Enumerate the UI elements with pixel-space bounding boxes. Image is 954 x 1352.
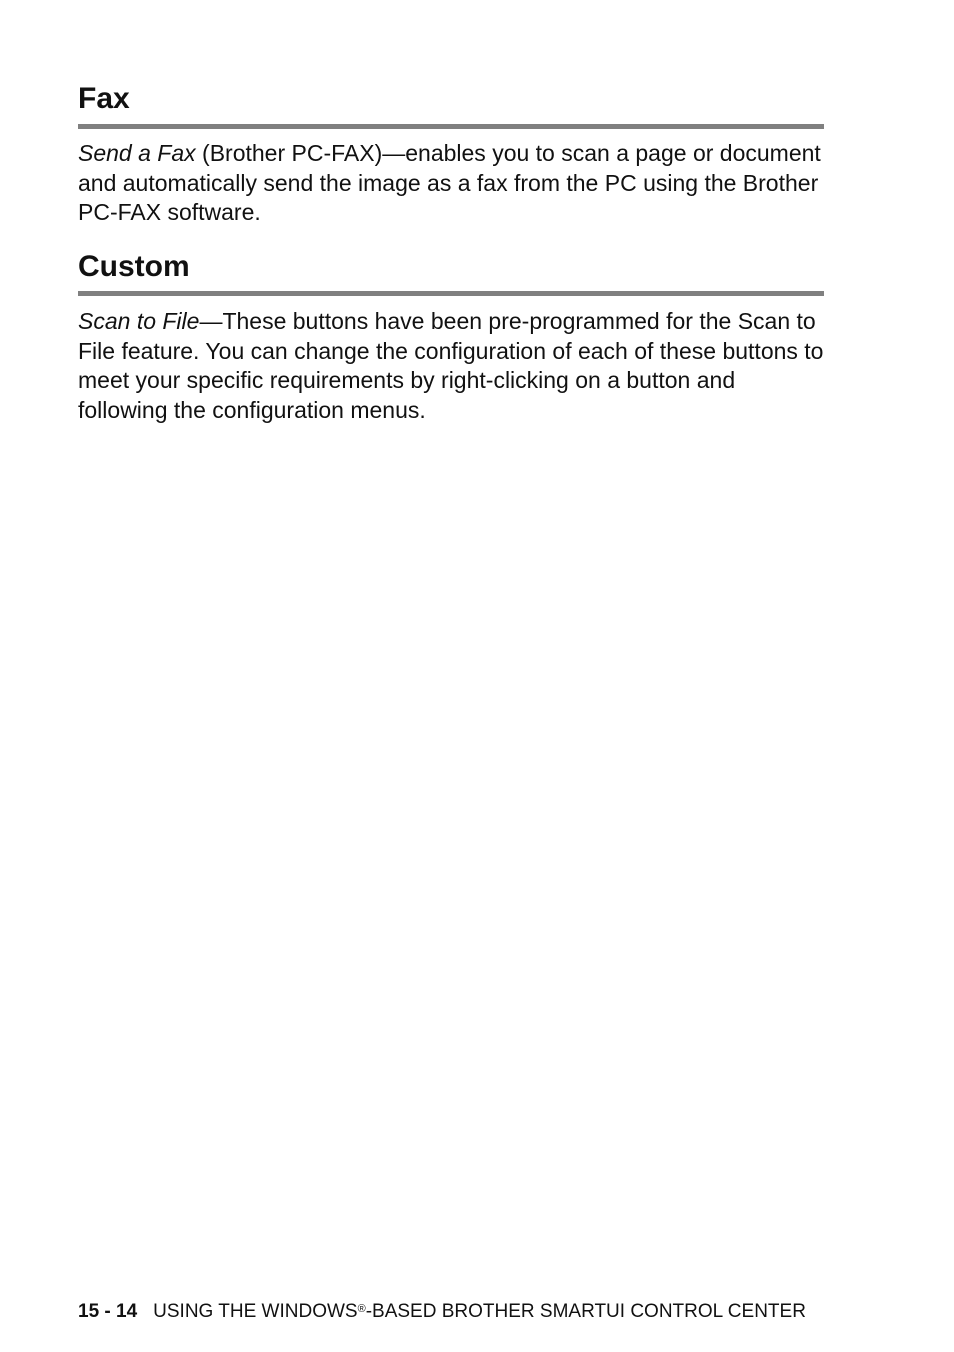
section-heading-custom: Custom — [78, 250, 190, 283]
term-send-a-fax: Send a Fax — [78, 140, 196, 166]
paragraph-fax-text: (Brother PC-FAX)—enables you to scan a page or document and automatically send the image as a fax from the PC using the Brother PC-FAX software. — [78, 140, 821, 225]
paragraph-custom — [78, 307, 824, 425]
paragraph-custom-text: —These buttons have been pre-programmed for the Scan to File feature. You can change the configuration of each of these buttons to meet your specific requirements by right-clicking on a button and following the configuration menus. — [78, 308, 824, 423]
page-number: 15 - 14 — [78, 1301, 138, 1322]
term-scan-to-file: Scan to File — [78, 308, 200, 334]
page-footer — [78, 1300, 806, 1324]
footer-title-part2: -BASED BROTHER SMARTUI CONTROL CENTER — [365, 1301, 806, 1322]
section-heading-fax: Fax — [78, 82, 130, 115]
registered-mark: ® — [357, 1303, 366, 1315]
paragraph-fax — [78, 139, 824, 228]
section-divider-fax — [78, 124, 824, 129]
section-divider-custom — [78, 291, 824, 296]
footer-title-part1: USING THE WINDOWS — [153, 1301, 358, 1322]
